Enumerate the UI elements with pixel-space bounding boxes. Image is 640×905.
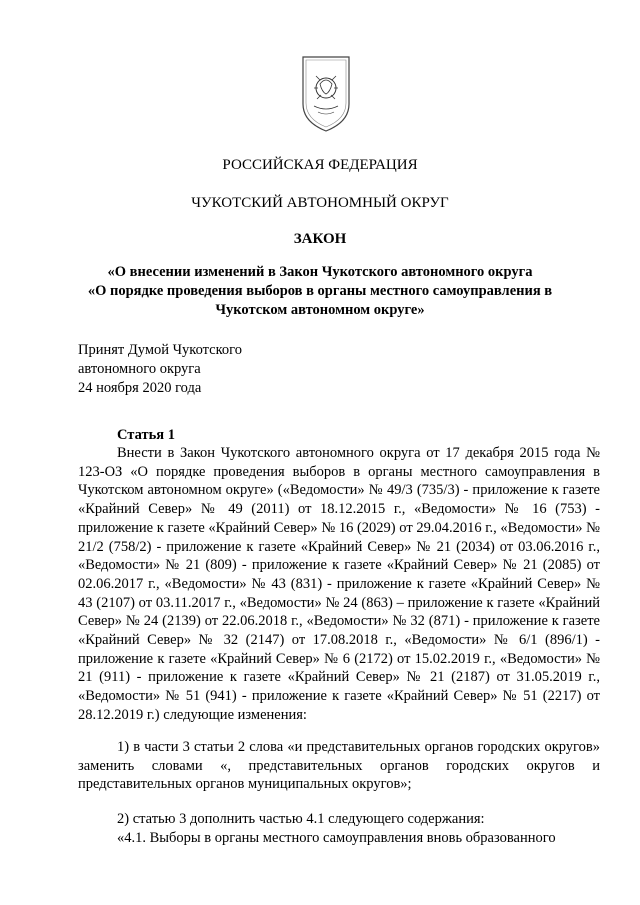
amendment-quote: «4.1. Выборы в органы местного самоуправления вновь образованного [117,830,556,846]
region-heading: ЧУКОТСКИЙ АВТОНОМНЫЙ ОКРУГ [191,195,449,211]
document-type-heading: ЗАКОН [293,231,347,247]
law-title [60,263,580,320]
adoption-date: 24 ноября 2020 года [78,380,202,396]
coat-of-arms-emblem-icon [300,54,352,134]
law-title-line: «О внесении изменений в Закон Чукотского автономного округа [107,264,533,280]
law-title-line: Чукотском автономном округе» [215,302,425,318]
amendment-item: 1) в части 3 статьи 2 слова «и представительных органов городских округов» заменить словами «, представительных органов городских округов и представительных органов муниципальных округов»; [78,739,600,793]
article-heading: Статья 1 [117,427,175,443]
amendment-item: 2) статью 3 дополнить частью 4.1 следующего содержания: [117,811,485,827]
adoption-note [78,341,242,398]
adoption-note-line: автономного округа [78,361,201,377]
law-title-line: «О порядке проведения выборов в органы местного самоуправления в [87,283,553,299]
adoption-note-line: Принят Думой Чукотского [78,342,243,358]
article-paragraph: Внести в Закон Чукотского автономного округа от 17 декабря 2015 года № 123-ОЗ «О порядке проведения выборов в органы местного самоуправления в Чукотском автономном округе» («Ведомости» № 49/3 (735/3) - приложение к газете «Крайний Север» № 49 (2011) от 18.12.2015 г., «Ведомости» № 16 (753) - приложение к газете «Крайний Север» № 16 (2029) от 29.04.2016 г., «Ведомости» № 21/2 (758/2) - приложение к газете «Крайний Север» № 21 (2034) от 03.06.2016 г., «Ведомости» № 21 (809) - приложение к газете «Крайний Север» № 21 (2085) от 02.06.2017 г., «Ведомости» № 43 (831) - приложение к газете «Крайний Север» № 43 (2107) от 03.11.2017 г., «Ведомости» № 24 (863) – приложение к газете «Крайний Север» № 24 (2139) от 22.06.2018 г., «Ведомости» № 32 (871) - приложение к газете «Крайний Север» № 32 (2147) от 17.08.2018 г., «Ведомости» № 6/1 (896/1) - приложение к газете «Крайний Север» № 6 (2172) от 15.02.2019 г., «Ведомости» № 21 (911) - приложение к газете «Крайний Север» № 21 (2187) от 31.05.2019 г., «Ведомости» № 51 (941) - приложение к газете «Крайний Север» № 51 (2217) от 28.12.2019 г.) следующие изменения: [78,445,600,723]
country-heading: РОССИЙСКАЯ ФЕДЕРАЦИЯ [222,157,418,173]
